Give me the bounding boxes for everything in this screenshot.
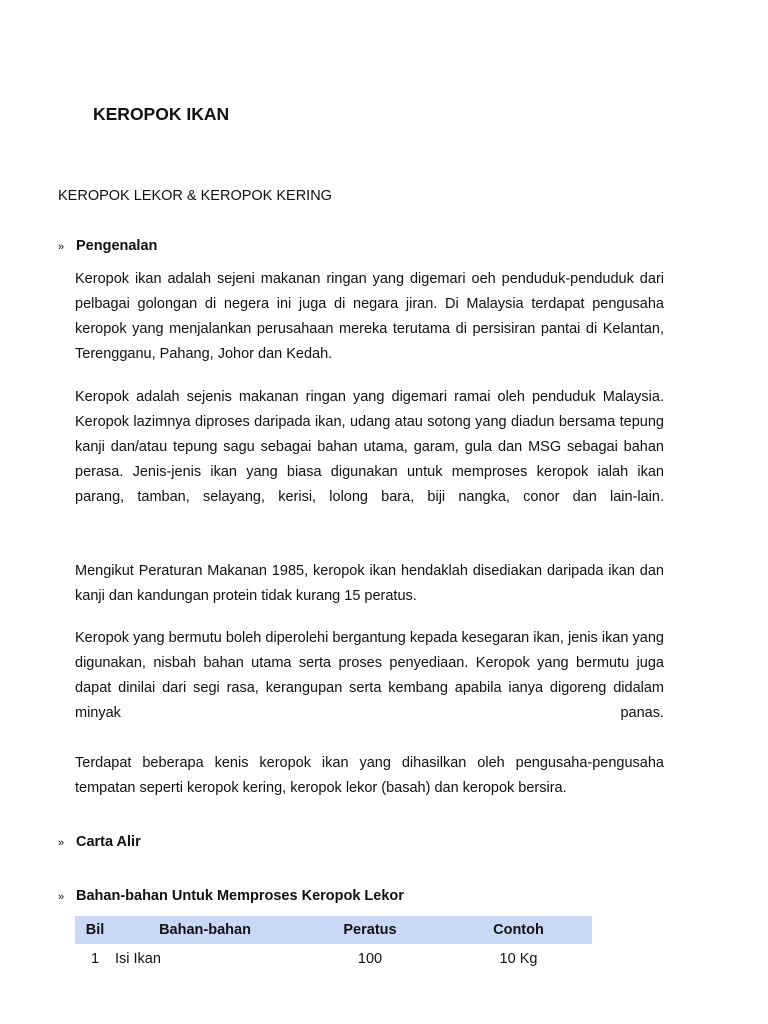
section-heading-bahan: [58, 888, 404, 904]
cell-contoh: 10 Kg: [499, 951, 538, 967]
ingredients-table: [75, 916, 592, 974]
column-header-contoh: Contoh: [445, 916, 592, 944]
column-header-bil: Bil: [75, 916, 115, 944]
bullet-icon: »: [58, 891, 65, 903]
cell-bahan: Isi Ikan: [115, 951, 161, 967]
paragraph-pengenalan-5: Terdapat beberapa kenis keropok ikan yang dihasilkan oleh pengusaha-pengusaha tempatan seperti keropok kering, keropok lekor (basah) dan keropok bersira.: [75, 755, 664, 796]
section-heading-pengenalan: [58, 238, 157, 254]
paragraph-pengenalan-2: Keropok adalah sejenis makanan ringan yang digemari ramai oleh penduduk Malaysia. Keropok lazimnya diproses daripada ikan, udang atau sotong yang diadun bersama tepung kanji dan/atau tepung sagu sebagai bahan utama, garam, gula dan MSG sebagai bahan perasa. Jenis-jenis ikan yang biasa digunakan untuk memproses keropok ialah ikan parang, tamban, selayang, kerisi, lolong bara, biji nangka, conor dan lain-lain.: [75, 389, 664, 505]
document-subtitle: KEROPOK LEKOR & KEROPOK KERING: [58, 188, 332, 204]
column-header-bahan: Bahan-bahan: [115, 916, 295, 944]
paragraph-pengenalan-3: Mengikut Peraturan Makanan 1985, keropok ikan hendaklah disediakan daripada ikan dan kanji dan kandungan protein tidak kurang 15 peratus.: [75, 563, 664, 604]
cell-peratus: 100: [357, 951, 383, 967]
section-heading-label: Pengenalan: [76, 238, 158, 254]
paragraph-pengenalan-4: Keropok yang bermutu boleh diperolehi bergantung kepada kesegaran ikan, jenis ikan yang digunakan, nisbah bahan utama serta proses penyediaan. Keropok yang bermutu juga dapat dinilai dari segi rasa, kerangupan serta kembang apabila ianya digoreng didalam minyak panas.: [75, 630, 664, 721]
document-title: KEROPOK IKAN: [93, 104, 230, 124]
paragraph-pengenalan-1: Keropok ikan adalah sejeni makanan ringan yang digemari oeh penduduk-penduduk dari pelbagai golongan di negera ini juga di negara jiran. Di Malaysia terdapat pengusaha keropok yang menjalankan perusahaan mereka terutama di persisiran pantai di Kelantan, Terengganu, Pahang, Johor dan Kedah.: [75, 271, 664, 362]
bullet-icon: »: [58, 837, 65, 849]
table-row: [75, 944, 592, 974]
section-heading-carta-alir: [58, 834, 141, 850]
bullet-icon: »: [58, 241, 65, 253]
section-heading-label: Bahan-bahan Untuk Memproses Keropok Lekor: [76, 888, 404, 904]
section-heading-label: Carta Alir: [76, 834, 141, 850]
cell-bil: 1: [90, 951, 100, 967]
column-header-peratus: Peratus: [295, 916, 445, 944]
table-header-row: [75, 916, 592, 944]
